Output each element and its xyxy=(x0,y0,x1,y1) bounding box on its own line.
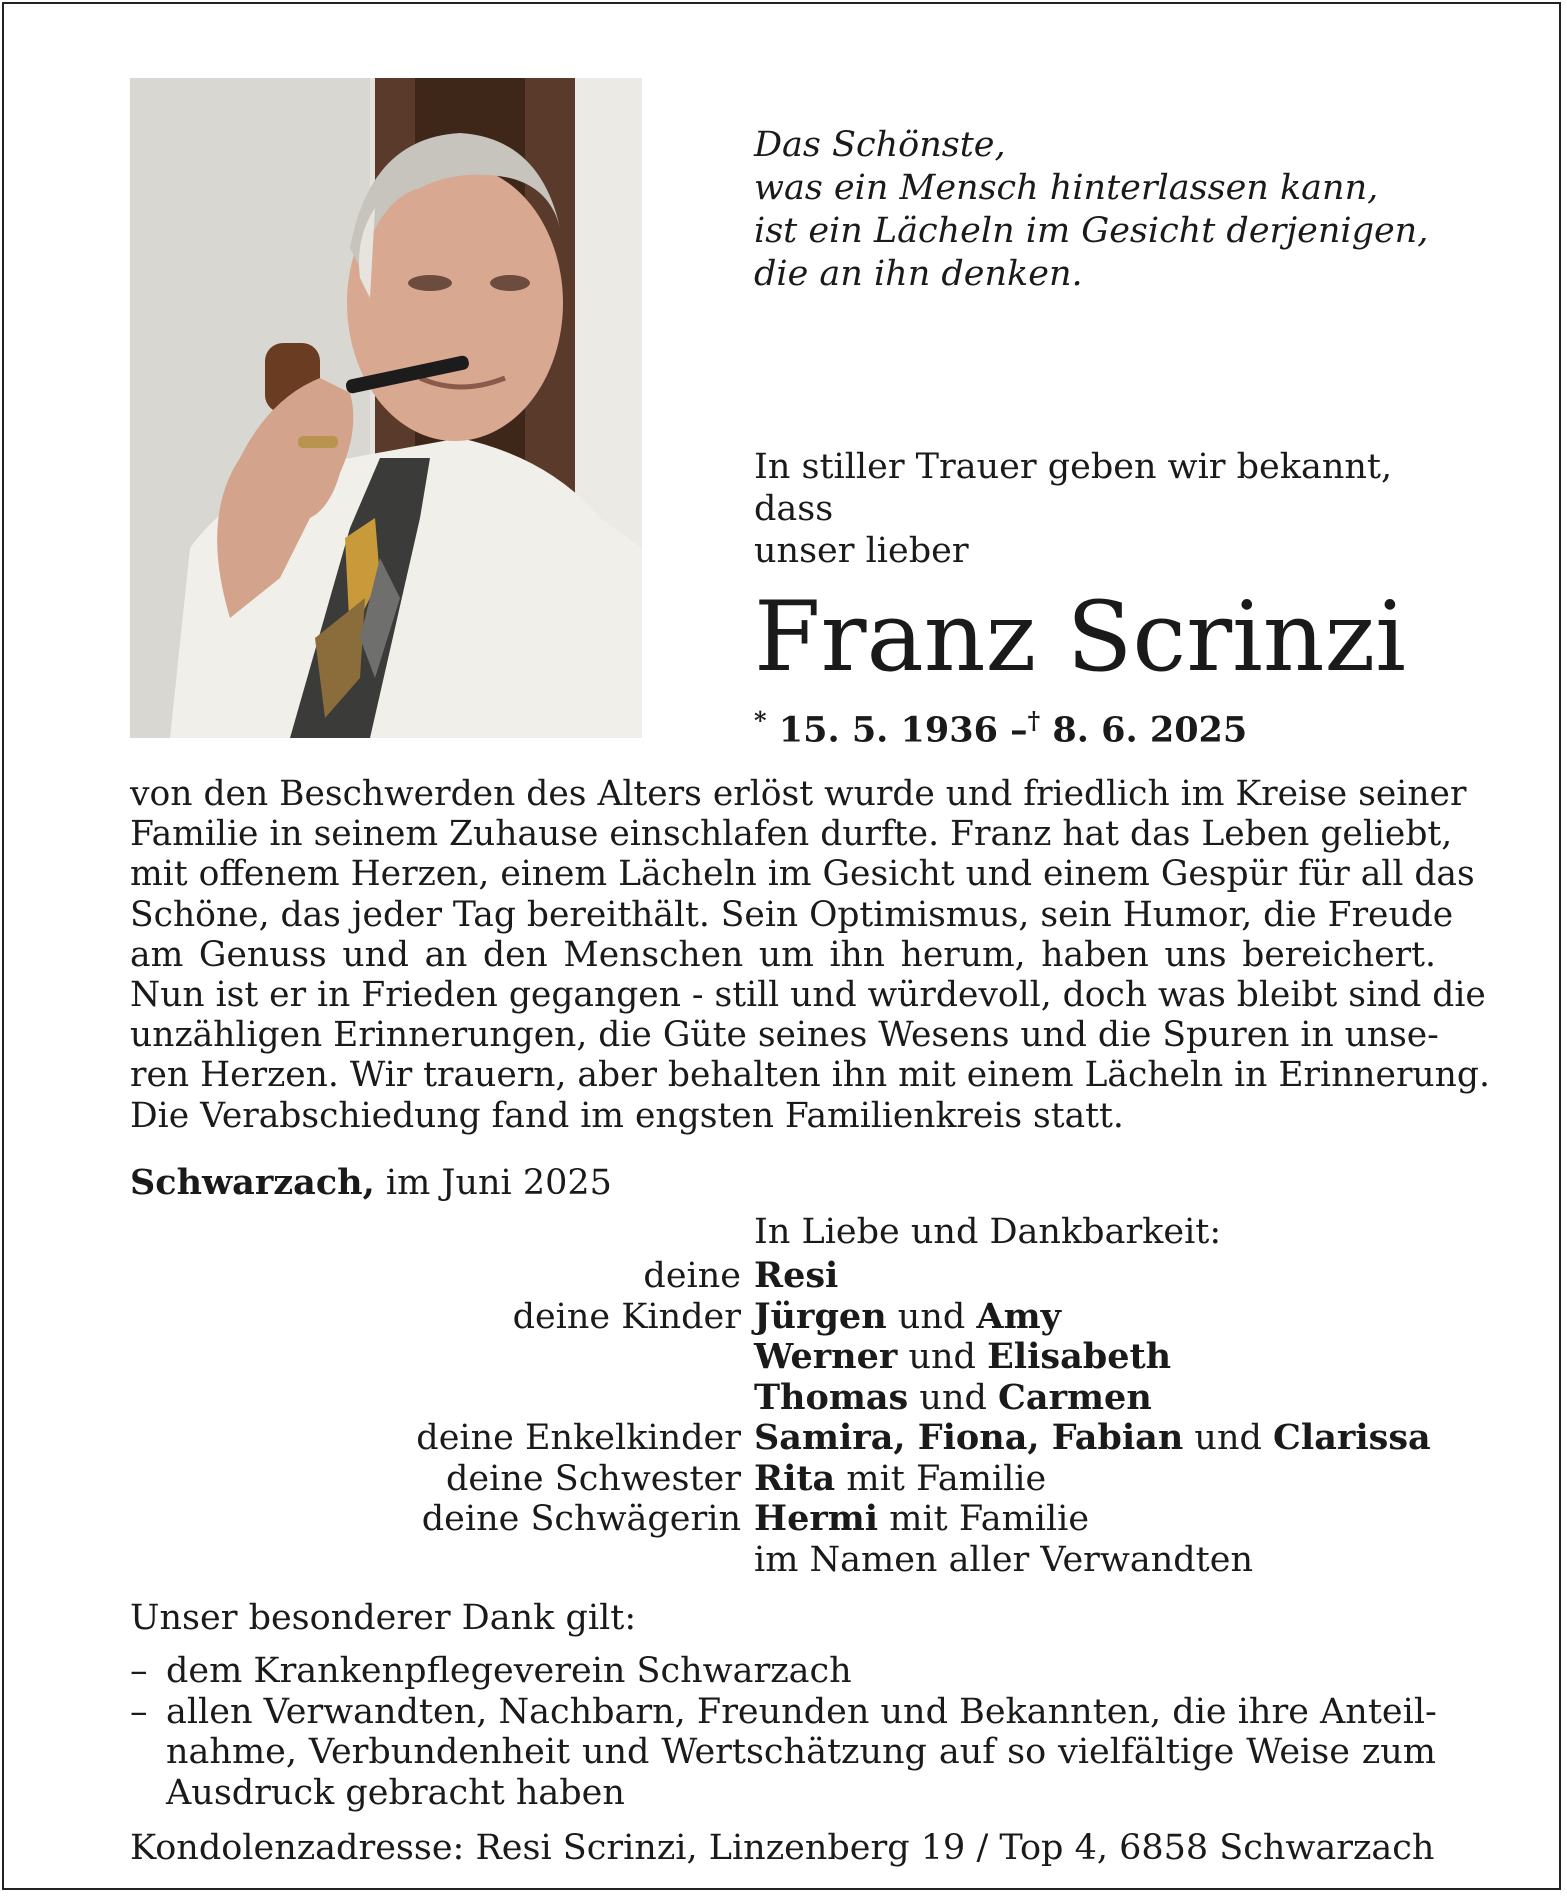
portrait-photo xyxy=(130,78,642,738)
family-row xyxy=(130,1459,1460,1500)
family-relation: deine Schwester xyxy=(446,1458,741,1499)
gratitude-heading: In Liebe und Dankbarkeit: xyxy=(754,1212,1222,1252)
body-line: Nun ist er in Frieden gegangen - still und würdevoll, doch was bleibt sind die xyxy=(130,975,1486,1016)
place-month: im Juni 2025 xyxy=(385,1163,612,1203)
thanks-item xyxy=(130,1651,1436,1692)
life-dates xyxy=(754,706,1247,751)
family-connector: und xyxy=(919,1377,987,1418)
thanks-line: dem Krankenpflegeverein Schwarzach xyxy=(166,1651,852,1691)
family-note: im Namen aller Verwandten xyxy=(754,1539,1253,1580)
family-name: Resi xyxy=(754,1255,839,1296)
quote-line: ist ein Lächeln im Gesicht derjenigen, xyxy=(754,211,1429,251)
family-relation: deine Enkelkinder xyxy=(416,1418,741,1458)
death-date: 8. 6. 2025 xyxy=(1052,709,1248,751)
place-date xyxy=(130,1162,612,1203)
death-symbol: † xyxy=(1027,706,1041,735)
body-line: Familie in seinem Zuhause einschlafen durfte. Franz hat das Leben geliebt, xyxy=(130,814,1453,855)
thanks-line: allen Verwandten, Nachbarn, Freunden und Bekannten, die ihre Anteil- xyxy=(166,1691,1437,1732)
obituary-body xyxy=(130,774,1490,1136)
birth-date: 15. 5. 1936 xyxy=(778,709,998,751)
list-dash: – xyxy=(130,1651,148,1691)
family-connector: und xyxy=(1194,1418,1262,1458)
family-row xyxy=(130,1378,1460,1419)
thanks-line: nahme, Verbundenheit und Wertschätzung auf so vielfältige Weise zum xyxy=(166,1732,1436,1772)
place-town: Schwarzach, xyxy=(130,1162,375,1203)
family-name: Werner xyxy=(754,1336,898,1377)
family-row xyxy=(130,1540,1460,1581)
quote-line: die an ihn denken. xyxy=(754,254,1083,294)
family-row xyxy=(130,1256,1460,1297)
body-line: am Genuss und an den Menschen um ihn herum, haben uns bereichert. xyxy=(130,934,1436,975)
body-line: mit offenem Herzen, einem Lächeln im Gesicht und einem Gespür für all das xyxy=(130,854,1475,895)
body-line: ren Herzen. Wir trauern, aber behalten ihn mit einem Lächeln in Erinnerung. xyxy=(130,1055,1490,1096)
birth-symbol: * xyxy=(754,706,767,735)
family-name: Elisabeth xyxy=(987,1336,1172,1377)
body-line: von den Beschwerden des Alters erlöst wurde und friedlich im Kreise seiner xyxy=(130,774,1467,814)
family-name: Hermi xyxy=(754,1498,879,1539)
family-connector: mit Familie xyxy=(889,1499,1090,1539)
family-row xyxy=(130,1418,1460,1459)
intro-line: unser lieber xyxy=(754,531,969,571)
family-relation: deine Schwägerin xyxy=(421,1499,741,1539)
family-name: Clarissa xyxy=(1273,1417,1431,1458)
family-name: Thomas xyxy=(754,1376,909,1418)
family-row xyxy=(130,1499,1460,1540)
body-line: unzähligen Erinnerungen, die Güte seines Wesens und die Spuren in unse- xyxy=(130,1015,1439,1056)
family-connector: mit Familie xyxy=(846,1458,1047,1499)
list-dash: – xyxy=(130,1691,148,1732)
body-line: Schöne, das jeder Tag bereithält. Sein Optimismus, sein Humor, die Freude xyxy=(130,894,1454,935)
thanks-line: Ausdruck gebracht haben xyxy=(166,1772,625,1813)
thanks-heading: Unser besonderer Dank gilt: xyxy=(130,1598,637,1638)
family-connector: und xyxy=(897,1296,966,1337)
family-relation: deine Kinder xyxy=(512,1296,741,1337)
quote xyxy=(754,124,1474,296)
body-line: Die Verabschiedung fand im engsten Familienkreis statt. xyxy=(130,1095,1124,1136)
condolence-address: Kondolenzadresse: Resi Scrinzi, Linzenberg 19 / Top 4, 6858 Schwarzach xyxy=(130,1828,1435,1868)
thanks-item xyxy=(130,1692,1436,1814)
deceased-name: Franz Scrinzi xyxy=(754,581,1406,693)
quote-line: was ein Mensch hinterlassen kann, xyxy=(754,168,1379,208)
family-connector: und xyxy=(908,1337,976,1377)
family-name: Amy xyxy=(976,1295,1061,1337)
family-relation: deine xyxy=(643,1256,741,1296)
quote-line: Das Schönste, xyxy=(754,125,1006,165)
date-separator: – xyxy=(1010,709,1028,751)
family-row xyxy=(130,1337,1460,1378)
intro-text xyxy=(754,446,1454,572)
family-name: Samira, Fiona, Fabian xyxy=(754,1417,1184,1458)
thanks-list xyxy=(130,1651,1436,1813)
intro-line: In stiller Trauer geben wir bekannt, dass xyxy=(754,447,1393,529)
family-name: Carmen xyxy=(998,1376,1152,1418)
family-list xyxy=(130,1256,1460,1580)
family-row xyxy=(130,1297,1460,1338)
family-name: Jürgen xyxy=(754,1295,887,1337)
family-name: Rita xyxy=(754,1457,836,1499)
